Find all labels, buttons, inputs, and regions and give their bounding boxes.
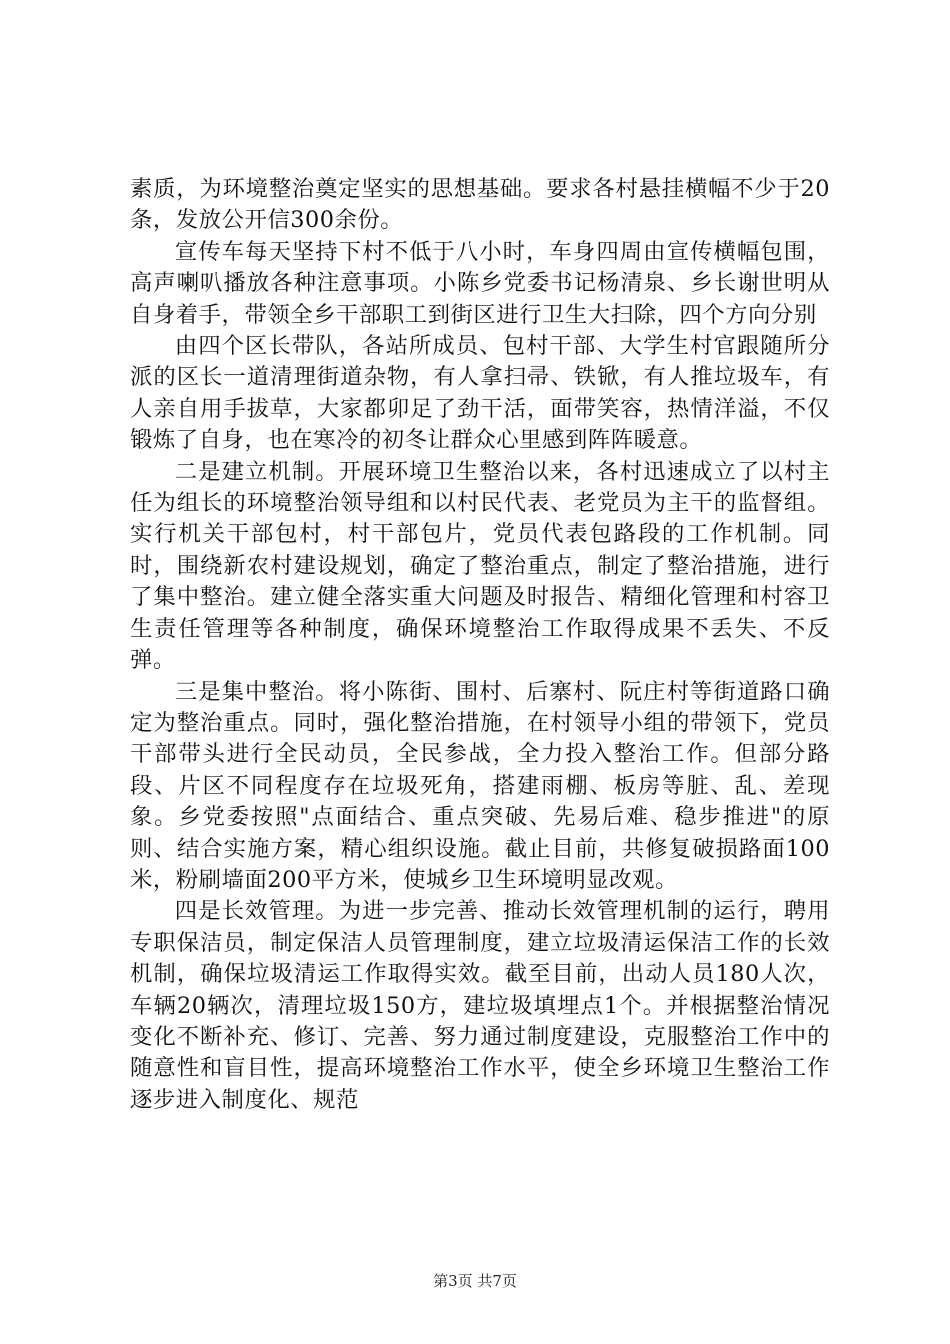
paragraph-2: 宣传车每天坚持下村不低于八小时，车身四周由宣传横幅包围，高声喇叭播放各种注意事项。小陈乡党委书记杨清泉、乡长谢世明从自身着手，带领全乡干部职工到街区进行卫生大扫除，四个方向分别 bbox=[130, 238, 830, 328]
paragraph-4: 二是建立机制。开展环境卫生整治以来，各村迅速成立了以村主任为组长的环境整治领导组和以村民代表、老党员为主干的监督组。实行机关干部包村，村干部包片，党员代表包路段的工作机制。同时，围绕新农村建设规划，确定了整治重点，制定了整治措施，进行了集中整治。建立健全落实重大问题及时报告、精细化管理和村容卫生责任管理等各种制度，确保环境整治工作取得成果不丢失、不反弹。 bbox=[130, 458, 830, 674]
paragraph-3: 由四个区长带队，各站所成员、包村干部、大学生村官跟随所分派的区长一道清理街道杂物，有人拿扫帚、铁锨，有人推垃圾车，有人亲自用手拔草，大家都卯足了劲干活，面带笑容，热情洋溢，不仅锻炼了自身，也在寒冷的初冬让群众心里感到阵阵暖意。 bbox=[130, 333, 830, 454]
body-text bbox=[130, 174, 830, 1116]
paragraph-1: 素质，为环境整治奠定坚实的思想基础。要求各村悬挂横幅不少于20条，发放公开信300余份。 bbox=[130, 176, 830, 234]
paragraph-5: 三是集中整治。将小陈街、围村、后寨村、阮庄村等街道路口确定为整治重点。同时，强化整治措施，在村领导小组的带领下，党员干部带头进行全民动员，全民参战，全力投入整治工作。但部分路段、片区不同程度存在垃圾死角，搭建雨棚、板房等脏、乱、差现象。乡党委按照"点面结合、重点突破、先易后难、稳步推进"的原则、结合实施方案，精心组织设施。截止目前，共修复破损路面100米，粉刷墙面200平方米，使城乡卫生环境明显改观。 bbox=[130, 678, 830, 893]
page-number-footer: 第3页 共7页 bbox=[433, 1272, 517, 1290]
paragraph-6: 四是长效管理。为进一步完善、推动长效管理机制的运行，聘用专职保洁员，制定保洁人员管理制度，建立垃圾清运保洁工作的长效机制，确保垃圾清运工作取得实效。截至目前，出动人员180人次，车辆20辆次，清理垃圾150方，建垃圾填埋点1个。并根据整治情况变化不断补充、修订、完善、努力通过制度建设，克服整治工作中的随意性和盲目性，提高环境整治工作水平，使全乡环境卫生整治工作逐步进入制度化、规范 bbox=[130, 898, 830, 1113]
